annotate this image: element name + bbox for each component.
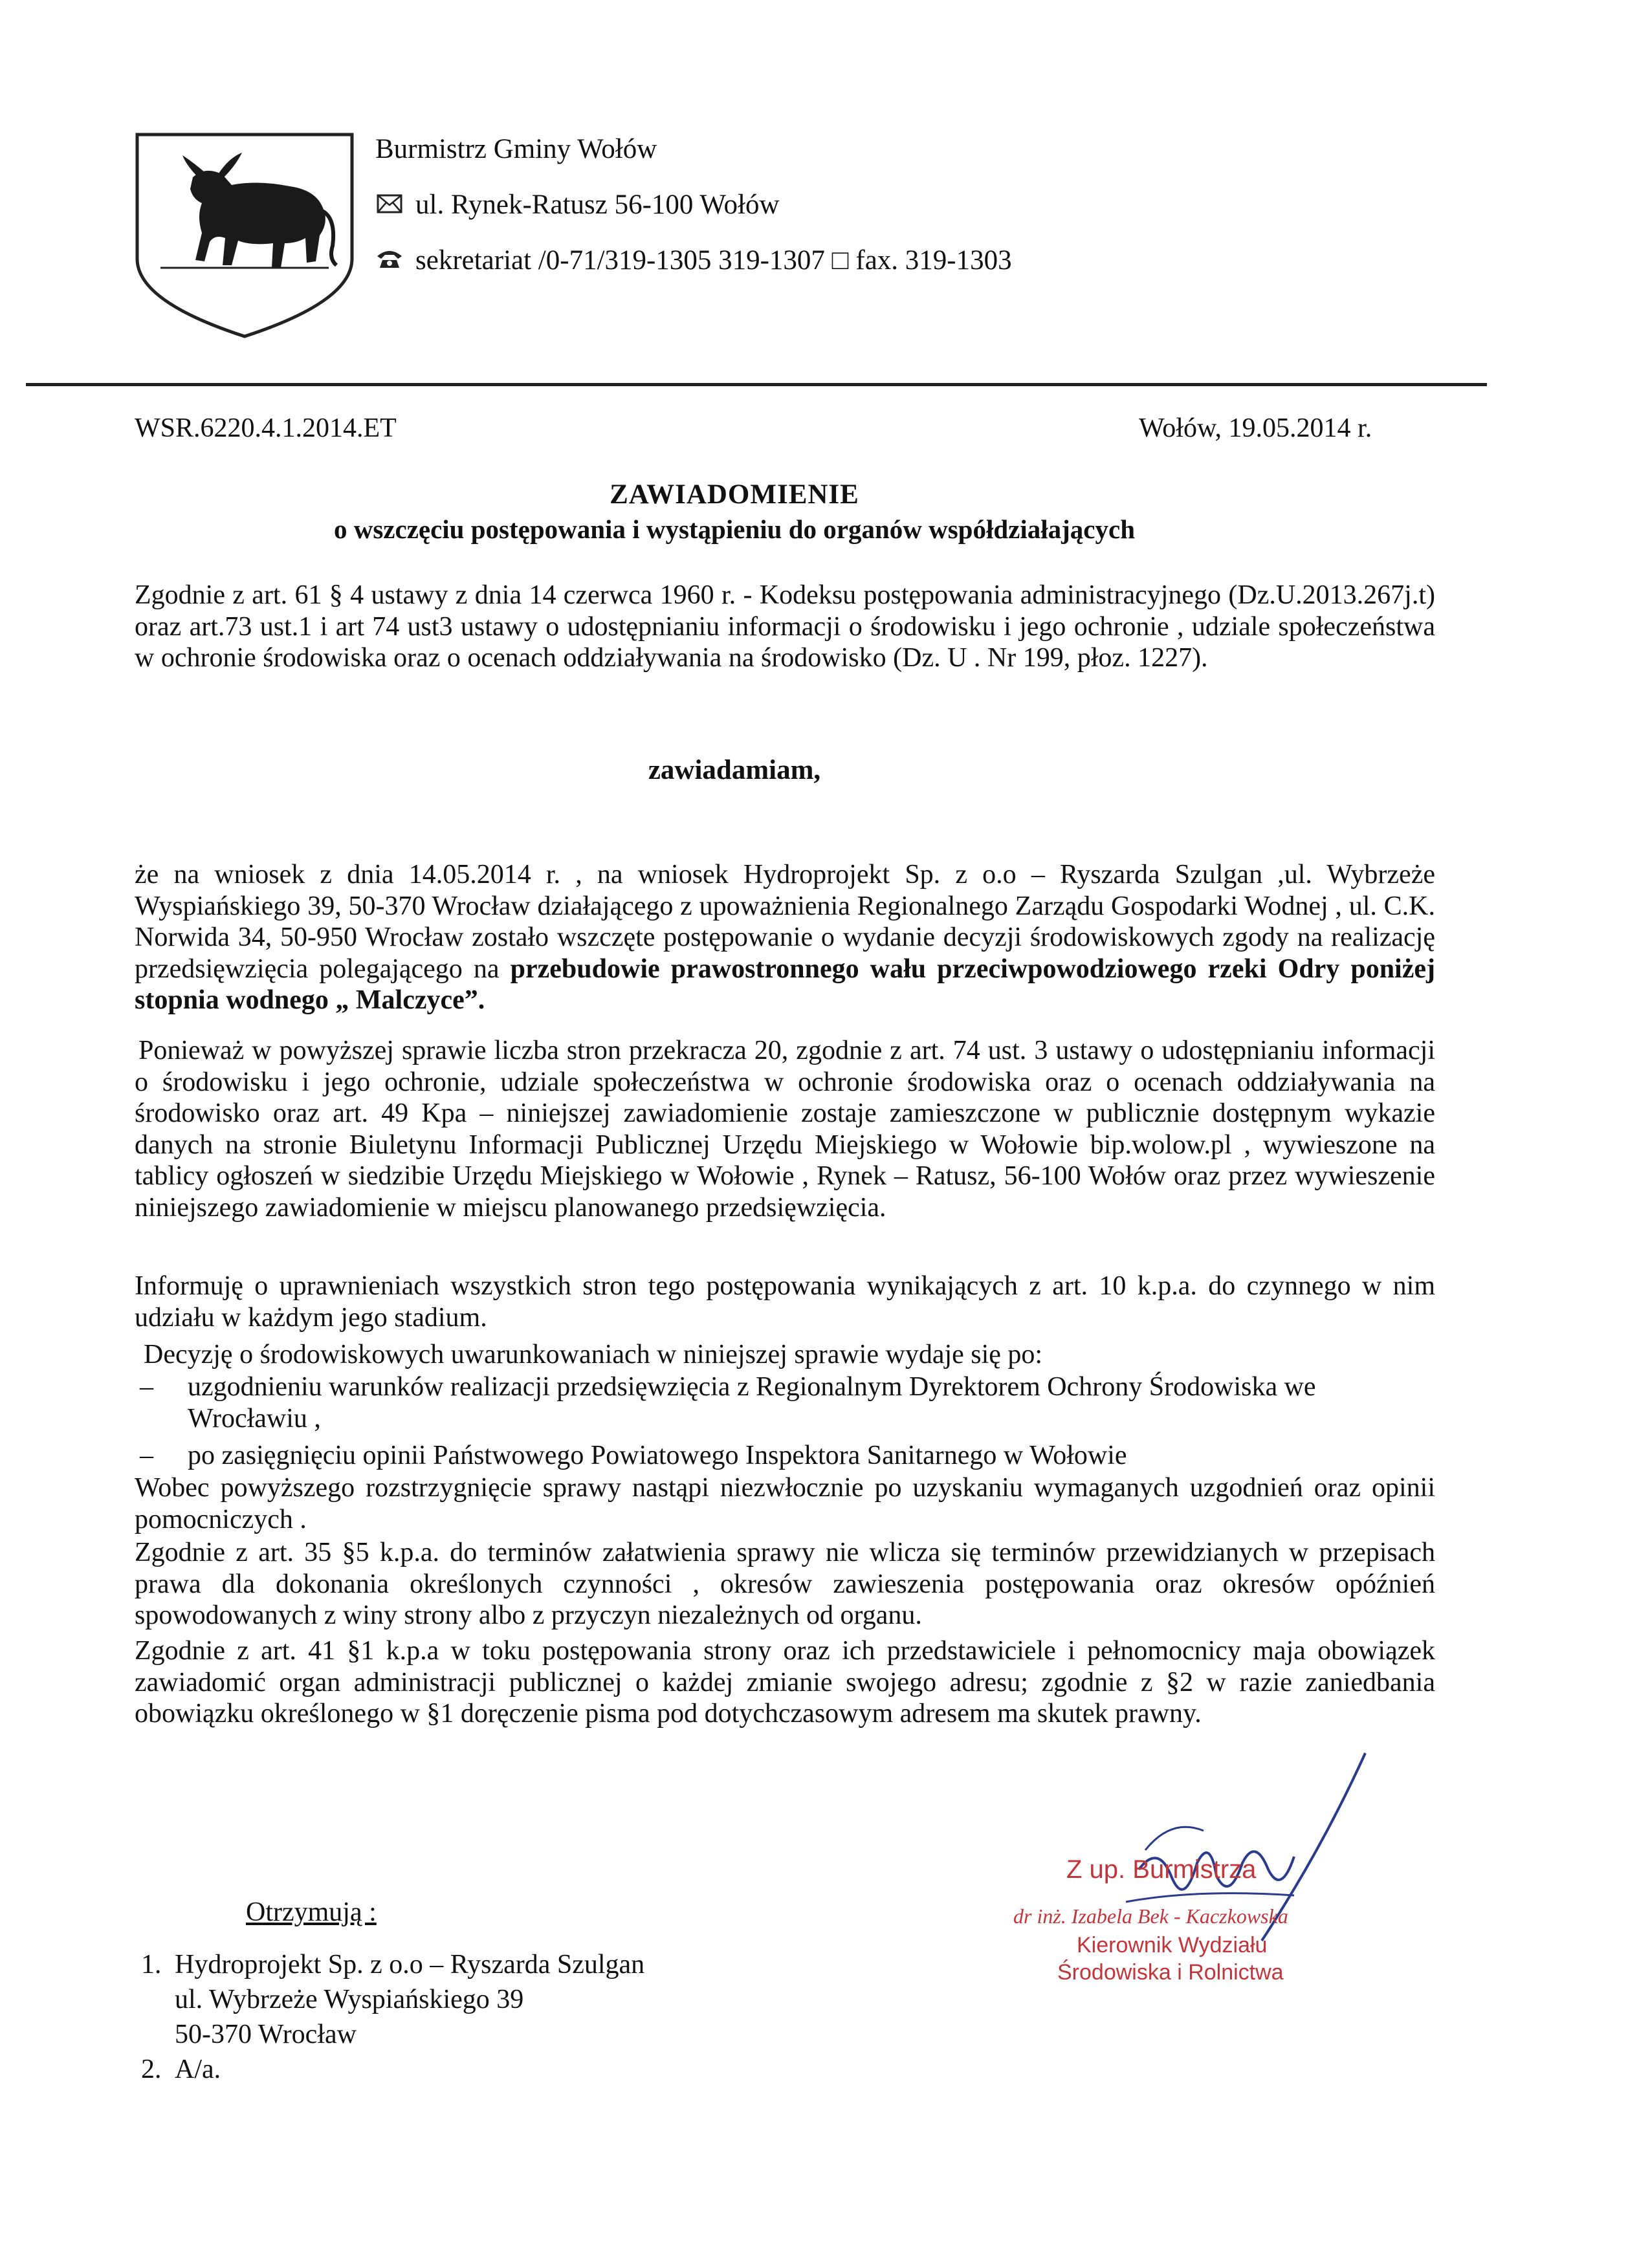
recipient-line: Hydroprojekt Sp. z o.o – Ryszarda Szulgan	[175, 1950, 645, 1979]
list-item	[141, 2052, 644, 2087]
project-name: przebudowie prawostronnego wału przeciwpowodziowego rzeki Odry poniżej stopnia wodnego „ Malczyce”.	[135, 954, 1435, 1016]
document-subtitle: o wszczęciu postępowania i wystąpieniu do organów współdziałających	[333, 514, 1135, 544]
address-change-paragraph: Zgodnie z art. 41 §1 k.p.a w toku postępowania strony oraz ich przedstawiciele i pełnomocnicy maja obowiązek zawiadomić organ administracji publicznej o każdej zmianie swojego adresu; zgodnie z §2 w razie zaniedbania obowiązku określonego w §1 doręczenie pisma pod dotychczasowym adresem ma skutek prawny.	[135, 1636, 1435, 1729]
org-name: Burmistrz Gminy Wołów	[375, 134, 657, 164]
notify-word: zawiadamiam,	[648, 755, 821, 785]
list-dash: –	[140, 1441, 153, 1470]
rights-paragraph: Informuję o uprawnieniach wszystkich stron tego postępowania wynikających z art. 10 k.p.a. do czynnego w nim udziału w każdym jego stadium.	[135, 1271, 1435, 1333]
application-paragraph	[135, 859, 1435, 1016]
list-item-number: 2.	[141, 2055, 162, 2084]
phone-line	[375, 245, 1012, 276]
list-item	[135, 1371, 1435, 1434]
list-item-text: po zasięgnięciu opinii Państwowego Powiatowego Inspektora Sanitarnego w Wołowie	[188, 1441, 1127, 1470]
phone-icon	[375, 245, 404, 276]
list-item	[135, 1440, 1435, 1472]
address-text: ul. Rynek-Ratusz 56-100 Wołów	[415, 190, 780, 220]
stamp-department: Środowiska i Rolnictwa	[1057, 1960, 1284, 1985]
list-dash: –	[140, 1372, 153, 1402]
stamp-authority: Z up. Burmistrza	[1066, 1855, 1257, 1884]
recipient-line: 50-370 Wrocław	[175, 2020, 357, 2049]
document-title: ZAWIADOMIENIE	[610, 479, 859, 510]
place-date: Wołów, 19.05.2014 r.	[1139, 413, 1372, 443]
recipient-line: ul. Wybrzeże Wyspiańskiego 39	[175, 1985, 524, 2014]
envelope-icon	[375, 189, 404, 221]
bull-crest-icon	[135, 132, 355, 339]
deadline-paragraph: Zgodnie z art. 35 §5 k.p.a. do terminów załatwienia sprawy nie wlicza się terminów przewidzianych w przepisach prawa dla dokonania określonych czynności , okresów zawieszenia postępowania oraz okresów opóźnień spowodowanych z winy strony albo z przyczyn niezależnych od organu.	[135, 1538, 1435, 1631]
address-line	[375, 189, 780, 221]
application-text: że na wniosek z dnia 14.05.2014 r. , na wniosek Hydroprojekt Sp. z o.o – Ryszarda Szulgan ,ul. Wybrzeże Wyspiańskiego 39, 50-370 Wrocław działającego z upoważnienia Regionalnego Zarządu Gospodarki Wodnej , ul. C.K. Norwida 34, 50-950 Wrocław zostało wszczęte postępowanie o wydanie decyzji środowiskowych zgody na realizację przedsięwzięcia polegającego na	[135, 860, 1435, 984]
recipient-line: A/a.	[175, 2055, 221, 2084]
stamp-signatory: dr inż. Izabela Bek - Kaczkowska	[1013, 1904, 1288, 1928]
recipients-list	[141, 1947, 644, 2087]
reference-number: WSR.6220.4.1.2014.ET	[135, 413, 397, 443]
list-item	[141, 1947, 644, 2052]
publication-paragraph: Ponieważ w powyższej sprawie liczba stron przekracza 20, zgodnie z art. 74 ust. 3 ustawy o udostępnianiu informacji o środowisku i jego ochronie, udziale społeczeństwa w ochronie środowiska oraz o ocenach oddziaływania na środowisko oraz art. 49 Kpa – niniejszej zawiadomienie zostaje zamieszczone w publicznie dostępnym wykazie danych na stronie Biuletynu Informacji Publicznej Urzędu Miejskiego w Wołowie bip.wolow.pl , wywieszone na tablicy ogłoszeń w siedzibie Urzędu Miejskiego w Wołowie , Rynek – Ratusz, 56-100 Wołów oraz przez wywieszenie niniejszego zawiadomienie w miejscu planowanego przedsięwzięcia.	[135, 1036, 1435, 1223]
phone-text: sekretariat /0-71/319-1305 319-1307 □ fax. 319-1303	[415, 245, 1012, 276]
legal-basis-paragraph: Zgodnie z art. 61 § 4 ustawy z dnia 14 czerwca 1960 r. - Kodeksu postępowania administracyjnego (Dz.U.2013.267j.t) oraz art.73 ust.1 i art 74 ust3 ustawy o udostępnianiu informacji o środowisku i jego ochronie , udziale społeczeństwa w ochronie środowiska oraz o ocenach oddziaływania na środowisko (Dz. U . Nr 199, płoz. 1227).	[135, 580, 1435, 673]
list-item-number: 1.	[141, 1950, 162, 1979]
list-item-text: uzgodnieniu warunków realizacji przedsięwzięcia z Regionalnym Dyrektorem Ochrony Środowiska we Wrocławiu ,	[188, 1372, 1316, 1434]
stamp-position: Kierownik Wydziału	[1077, 1933, 1268, 1957]
decision-intro: Decyzję o środowiskowych uwarunkowaniach w niniejszej sprawie wydaje się po:	[144, 1340, 1043, 1369]
header-divider	[26, 383, 1487, 386]
official-stamp	[1009, 1835, 1372, 2029]
recipients-heading: Otrzymują :	[246, 1897, 377, 1927]
resolution-paragraph: Wobec powyższego rozstrzygnięcie sprawy nastąpi niezwłocznie po uzyskaniu wymaganych uzgodnień oraz opinii pomocniczych .	[135, 1473, 1435, 1534]
